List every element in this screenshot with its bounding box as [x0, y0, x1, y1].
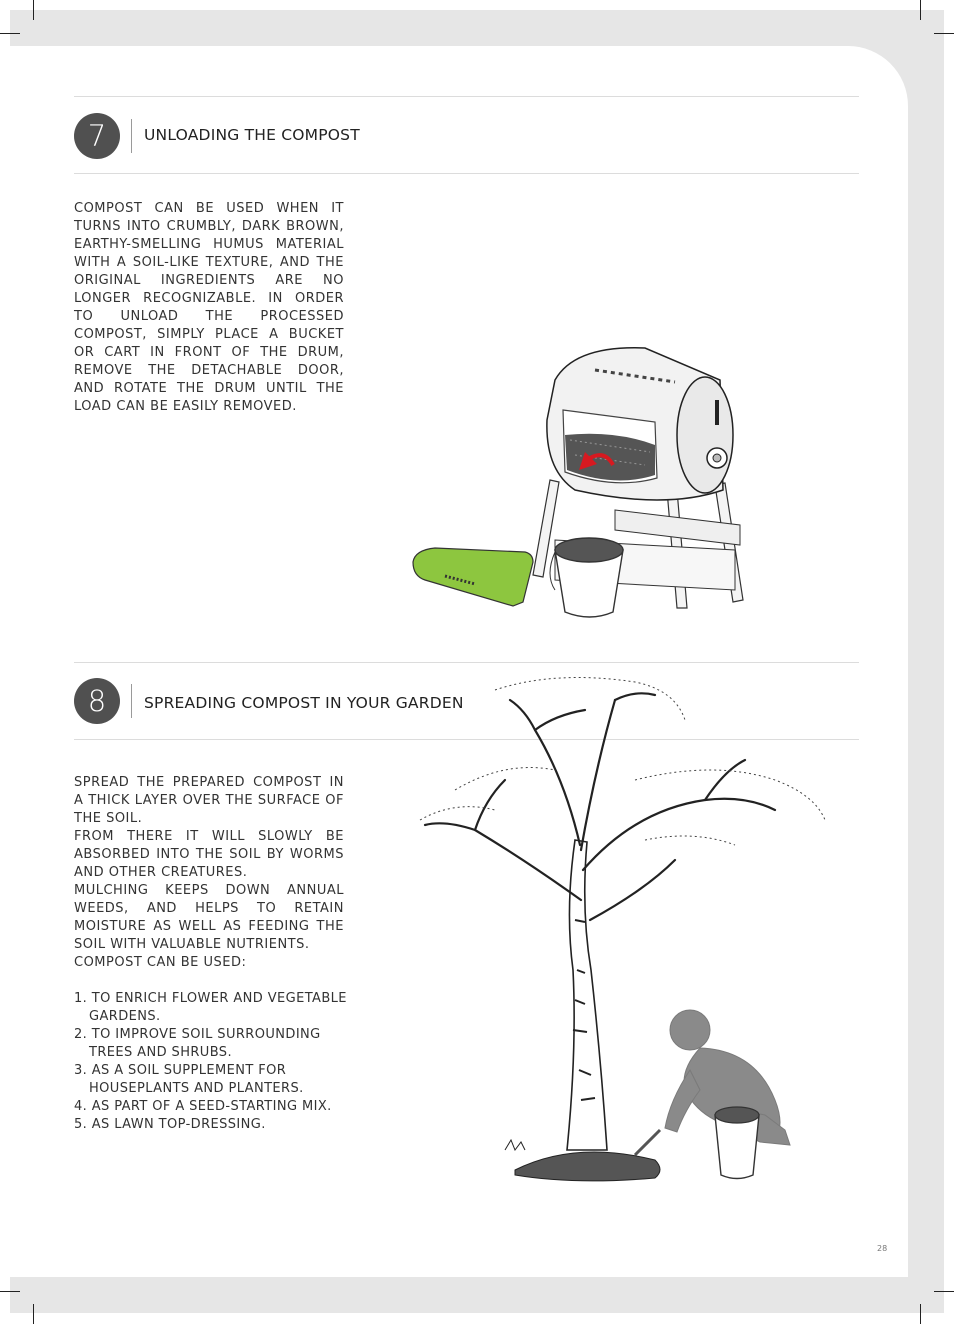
list-item: 5. AS LAWN TOP-DRESSING.: [74, 1117, 266, 1132]
body-paragraph: COMPOST CAN BE USED:: [74, 955, 247, 970]
step-number-badge: [74, 678, 120, 724]
list-item: 2. TO IMPROVE SOIL SURROUNDING TREES AND SHRUBS.: [74, 1027, 321, 1060]
crop-mark: [33, 0, 34, 20]
section-title: UNLOADING THE COMPOST: [144, 126, 360, 144]
section-rule: [74, 662, 859, 663]
crop-mark: [0, 1291, 20, 1292]
tree-gardener-illustration: [415, 670, 835, 1190]
section-rule: [74, 173, 859, 174]
crop-mark: [0, 33, 20, 34]
section-rule: [74, 96, 859, 97]
section-body: [74, 774, 344, 972]
crop-mark: [33, 1304, 34, 1324]
composter-illustration: [405, 340, 775, 620]
list-item: 4. AS PART OF A SEED-STARTING MIX.: [74, 1099, 332, 1114]
step-number: 8: [87, 684, 107, 718]
title-separator: [131, 119, 132, 153]
uses-list: [74, 990, 354, 1134]
crop-mark: [934, 33, 954, 34]
body-paragraph: MULCHING KEEPS DOWN ANNUAL WEEDS, AND HELPS TO RETAIN MOISTURE AS WELL AS FEEDING THE SOIL WITH VALUABLE NUTRIENTS.: [74, 883, 344, 952]
page-number: 28: [877, 1244, 888, 1253]
step-number: 7: [87, 119, 107, 153]
body-paragraph: SPREAD THE PREPARED COMPOST IN A THICK LAYER OVER THE SURFACE OF THE SOIL.: [74, 775, 344, 826]
body-paragraph: COMPOST CAN BE USED WHEN IT TURNS INTO CRUMBLY, DARK BROWN, EARTHY-SMELLING HUMUS MATERIAL WITH A SOIL-LIKE TEXTURE, AND THE ORIGINAL INGREDIENTS ARE NO LONGER RECOGNIZABLE. IN ORDER TO UNLOAD THE PROCESSED COMPOST, SIMPLY PLACE A BUCKET OR CART IN FRONT OF THE DRUM, REMOVE THE DETACHABLE DOOR, AND ROTATE THE DRUM UNTIL THE LOAD CAN BE EASILY REMOVED.: [74, 201, 344, 414]
section-title: SPREADING COMPOST IN YOUR GARDEN: [144, 694, 464, 712]
body-paragraph: FROM THERE IT WILL SLOWLY BE ABSORBED INTO THE SOIL BY WORMS AND OTHER CREATURES.: [74, 829, 344, 880]
list-item: 1. TO ENRICH FLOWER AND VEGETABLE GARDENS.: [74, 991, 347, 1024]
title-separator: [131, 684, 132, 718]
section-body: [74, 200, 344, 416]
crop-mark: [920, 0, 921, 20]
crop-mark: [920, 1304, 921, 1324]
list-item: 3. AS A SOIL SUPPLEMENT FOR HOUSEPLANTS AND PLANTERS.: [74, 1063, 304, 1096]
step-number-badge: [74, 113, 120, 159]
crop-mark: [934, 1291, 954, 1292]
